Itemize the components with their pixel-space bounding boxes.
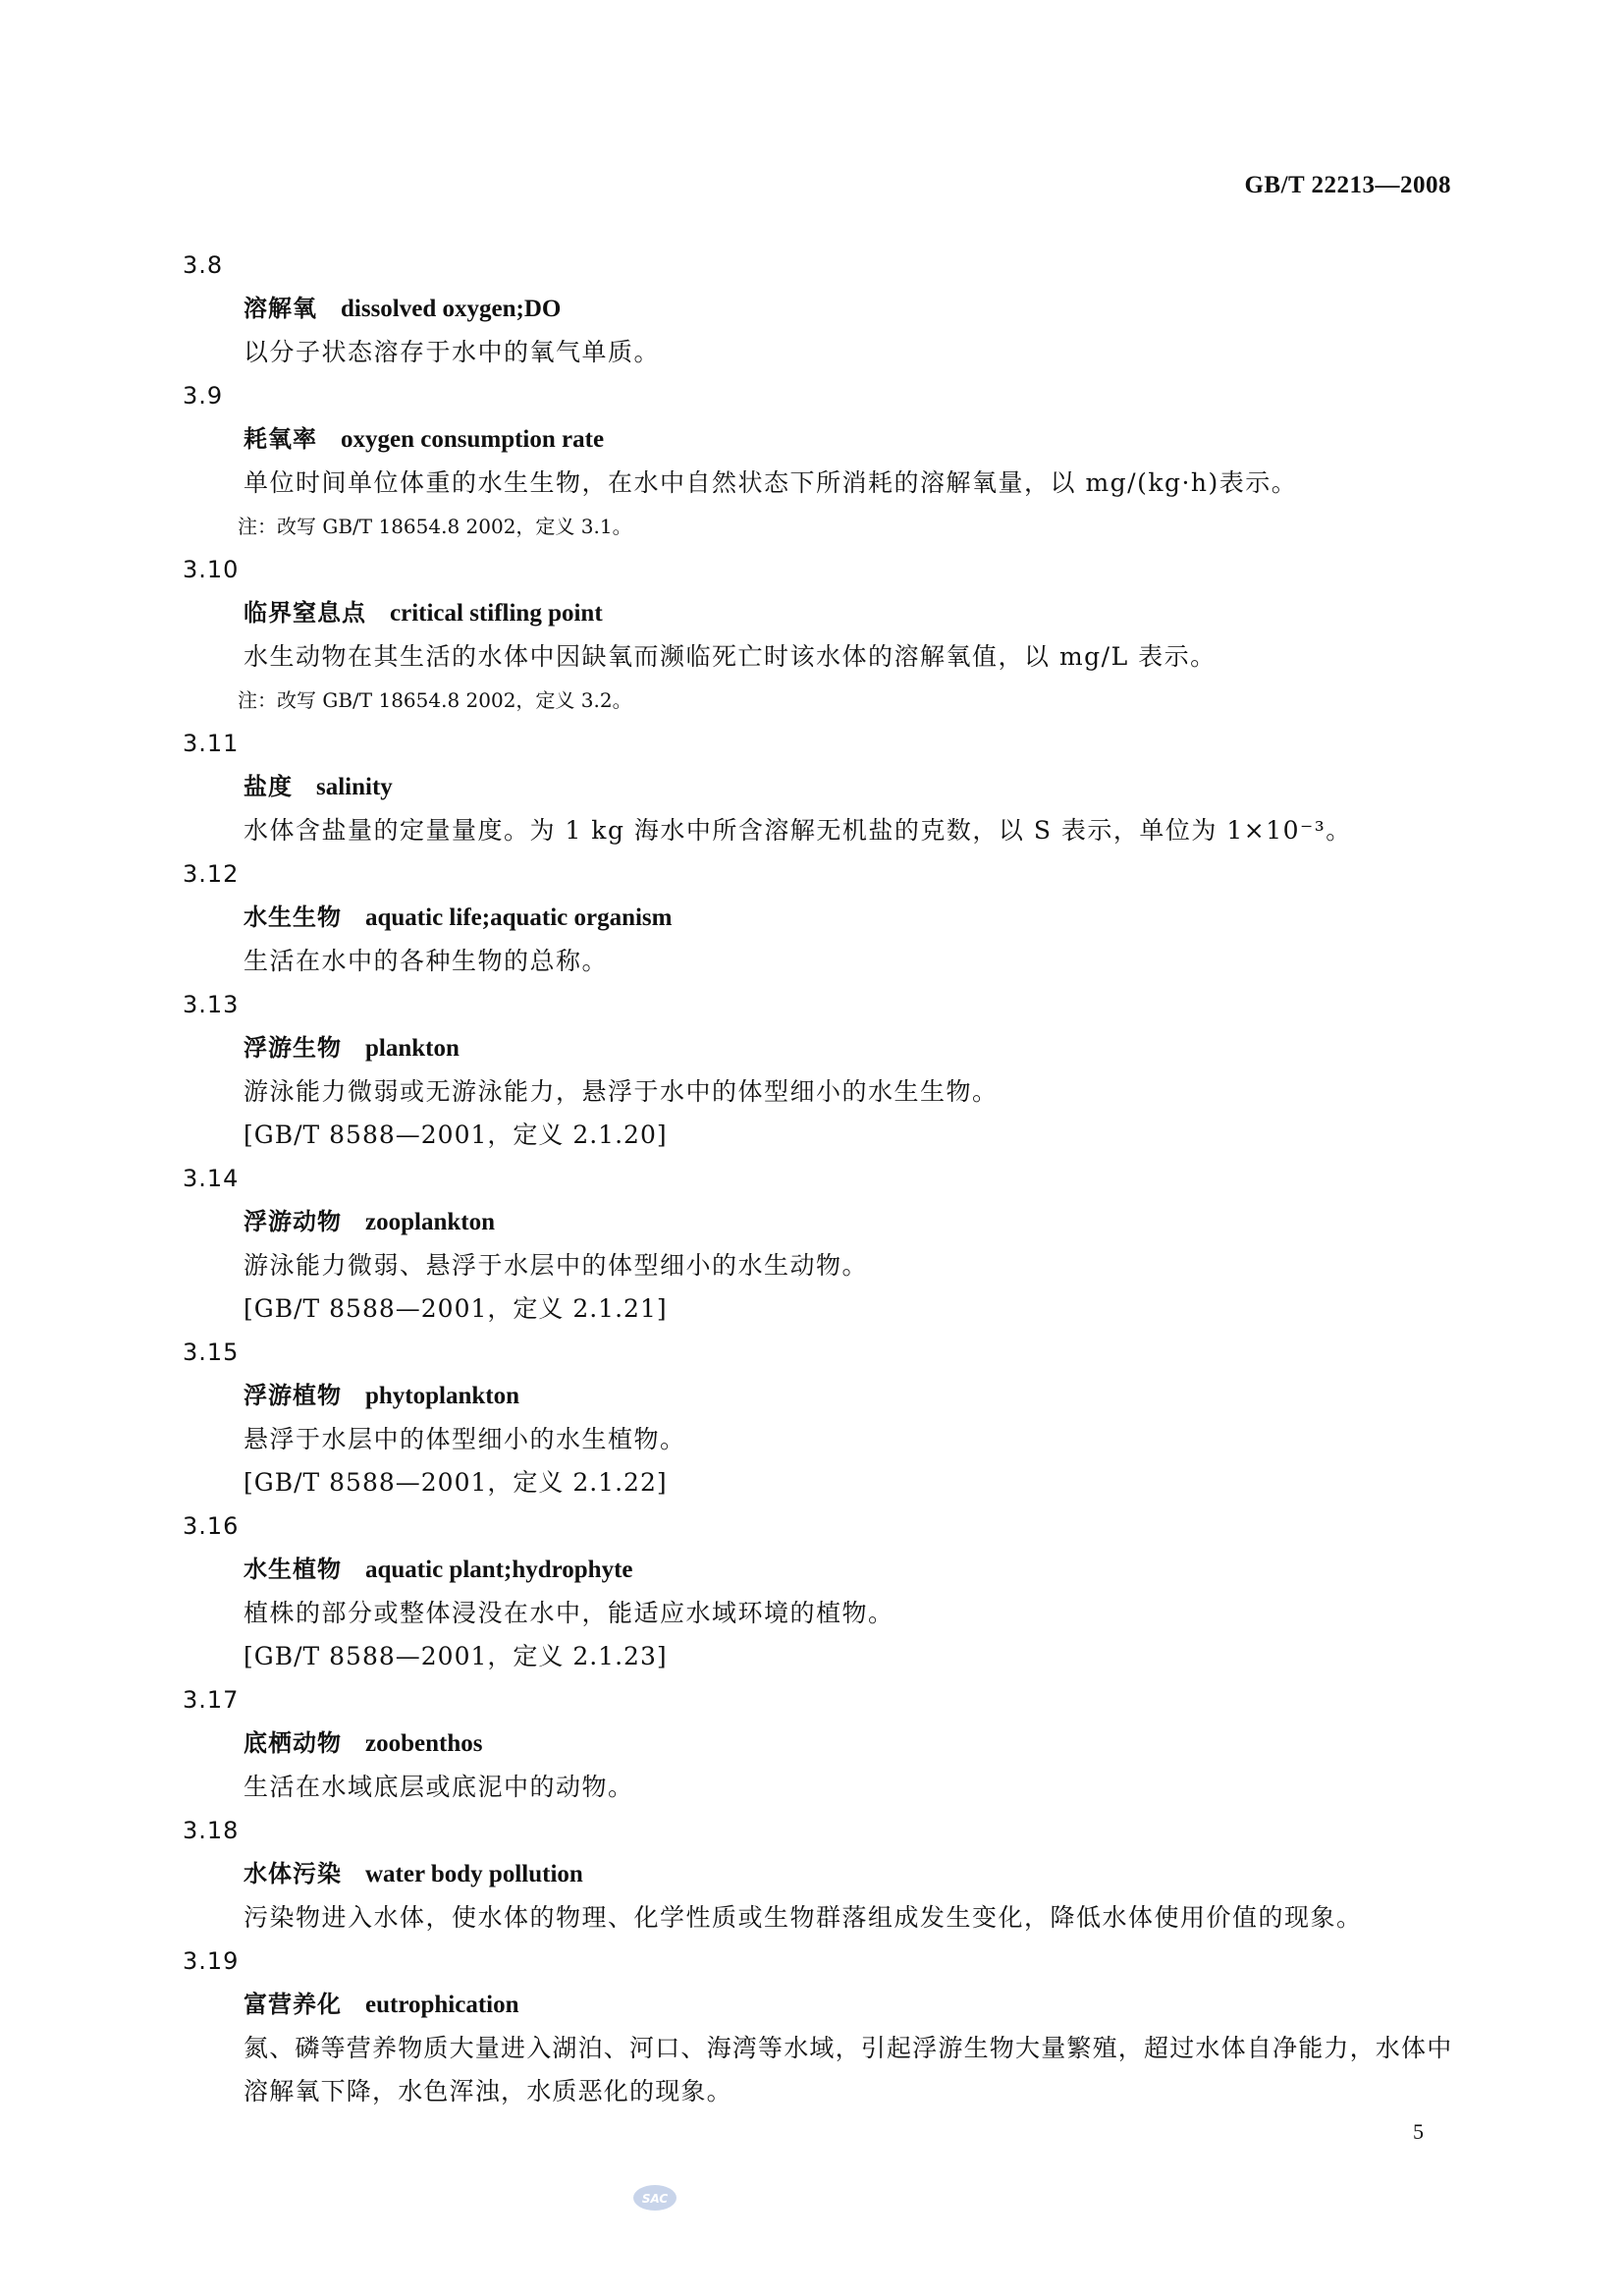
term-chinese: 溶解氧 (244, 294, 317, 322)
term-heading (183, 765, 1459, 809)
term-reference: [GB/T 8588—2001，定义 2.1.21] (244, 1294, 668, 1323)
term-definition: 生活在水中的各种生物的总称。 (244, 947, 609, 975)
term-number: 3.14 (183, 1165, 240, 1192)
term-number: 3.17 (183, 1686, 240, 1714)
standard-number: GB/T 22213—2008 (1244, 172, 1451, 198)
term-number: 3.11 (183, 730, 240, 757)
terms-list (183, 244, 1459, 2113)
term-note: 注：改写 GB/T 18654.8 2002，定义 3.1。 (238, 515, 632, 538)
term-heading (183, 591, 1459, 635)
term-number: 3.12 (183, 860, 240, 888)
term-entry-3-10 (183, 548, 1459, 722)
term-chinese: 水体污染 (244, 1859, 342, 1887)
term-entry-3-13 (183, 983, 1459, 1157)
term-definition: 氮、磷等营养物质大量进入湖泊、河口、海湾等水域，引起浮游生物大量繁殖，超过水体自净能力，水体中溶解氧下降，水色浑浊，水质恶化的现象。 (244, 2034, 1453, 2105)
term-heading (183, 287, 1459, 331)
page-number: 5 (1413, 2119, 1424, 2144)
term-number: 3.13 (183, 991, 240, 1018)
term-heading (183, 1200, 1459, 1244)
term-english: water body pollution (365, 1861, 583, 1887)
term-english: oxygen consumption rate (341, 426, 605, 453)
term-number: 3.16 (183, 1512, 240, 1540)
sac-logo-text: SAC (641, 2192, 669, 2206)
term-entry-3-16 (183, 1504, 1459, 1678)
term-reference: [GB/T 8588—2001，定义 2.1.20] (244, 1121, 668, 1149)
term-reference: [GB/T 8588—2001，定义 2.1.22] (244, 1468, 668, 1497)
term-reference: [GB/T 8588—2001，定义 2.1.23] (244, 1642, 668, 1670)
term-english: plankton (365, 1035, 460, 1062)
term-english: zooplankton (365, 1209, 495, 1235)
term-entry-3-11 (183, 722, 1459, 852)
term-heading (183, 1026, 1459, 1070)
term-english: aquatic plant;hydrophyte (365, 1557, 633, 1583)
term-definition: 悬浮于水层中的体型细小的水生植物。 (244, 1425, 686, 1453)
sac-logo-icon (632, 2184, 677, 2212)
term-entry-3-14 (183, 1157, 1459, 1331)
term-definition: 水生动物在其生活的水体中因缺氧而濒临死亡时该水体的溶解氧值，以 mg/L 表示。 (244, 642, 1217, 671)
term-number: 3.19 (183, 1947, 240, 1975)
term-number: 3.15 (183, 1339, 240, 1366)
term-chinese: 浮游生物 (244, 1033, 342, 1062)
term-number: 3.18 (183, 1817, 240, 1844)
term-chinese: 临界窒息点 (244, 598, 366, 627)
term-definition: 单位时间单位体重的水生生物，在水中自然状态下所消耗的溶解氧量，以 mg/(kg·h)表示。 (244, 468, 1298, 497)
term-heading (183, 1722, 1459, 1766)
term-chinese: 盐度 (244, 772, 293, 800)
term-definition: 植株的部分或整体浸没在水中，能适应水域环境的植物。 (244, 1599, 894, 1627)
term-chinese: 富营养化 (244, 1990, 342, 2018)
term-definition: 游泳能力微弱或无游泳能力，悬浮于水中的体型细小的水生生物。 (244, 1077, 999, 1106)
term-english: dissolved oxygen;DO (341, 296, 562, 322)
term-heading (183, 1852, 1459, 1896)
term-chinese: 耗氧率 (244, 424, 317, 453)
term-number: 3.9 (183, 382, 224, 410)
term-chinese: 浮游动物 (244, 1207, 342, 1235)
term-entry-3-12 (183, 852, 1459, 983)
term-heading (183, 417, 1459, 462)
term-entry-3-18 (183, 1809, 1459, 1940)
term-english: aquatic life;aquatic organism (365, 904, 673, 931)
term-chinese: 浮游植物 (244, 1381, 342, 1409)
term-english: phytoplankton (365, 1383, 520, 1409)
term-definition: 水体含盐量的定量量度。为 1 kg 海水中所含溶解无机盐的克数，以 S 表示，单位为 1×10⁻³。 (244, 816, 1352, 845)
term-english: eutrophication (365, 1992, 519, 2018)
term-heading (183, 896, 1459, 940)
term-definition: 游泳能力微弱、悬浮于水层中的体型细小的水生动物。 (244, 1251, 869, 1280)
term-entry-3-9 (183, 374, 1459, 548)
term-heading (183, 1983, 1459, 2027)
term-heading (183, 1548, 1459, 1592)
term-entry-3-19 (183, 1940, 1459, 2113)
term-chinese: 水生生物 (244, 902, 342, 931)
term-definition: 污染物进入水体，使水体的物理、化学性质或生物群落组成发生变化，降低水体使用价值的现象。 (244, 1903, 1363, 1932)
term-number: 3.10 (183, 556, 240, 583)
term-number: 3.8 (183, 251, 224, 279)
term-english: zoobenthos (365, 1730, 483, 1757)
term-entry-3-15 (183, 1331, 1459, 1504)
term-entry-3-8 (183, 244, 1459, 374)
term-note: 注：改写 GB/T 18654.8 2002，定义 3.2。 (238, 688, 632, 712)
term-english: critical stifling point (390, 600, 603, 627)
term-definition: 以分子状态溶存于水中的氧气单质。 (244, 338, 661, 366)
term-heading (183, 1374, 1459, 1418)
term-chinese: 水生植物 (244, 1555, 342, 1583)
term-english: salinity (316, 774, 393, 800)
term-chinese: 底栖动物 (244, 1728, 342, 1757)
term-entry-3-17 (183, 1678, 1459, 1809)
term-definition: 生活在水域底层或底泥中的动物。 (244, 1773, 634, 1801)
